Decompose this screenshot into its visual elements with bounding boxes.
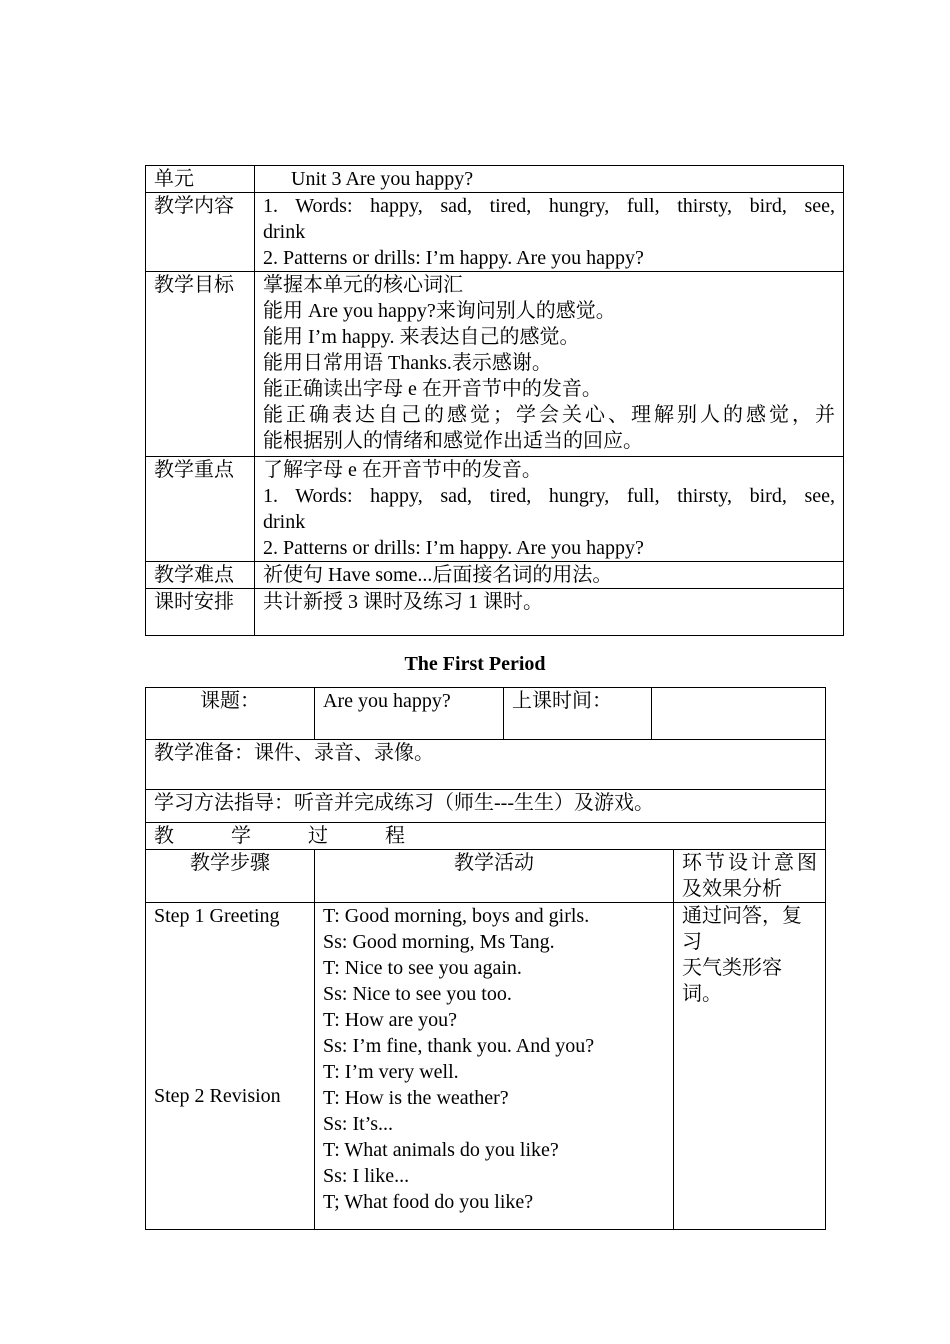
prep-text: 教学准备：课件、录音、录像。	[146, 740, 826, 790]
content-label: 教学内容	[146, 193, 255, 272]
hours-value: 共计新授 3 课时及练习 1 课时。	[255, 589, 844, 636]
goal-row	[146, 272, 844, 457]
col-design-header	[674, 850, 826, 903]
focus-label: 教学重点	[146, 457, 255, 562]
difficulty-label: 教学难点	[146, 562, 255, 589]
step-revision: Step 2 Revision	[154, 1085, 281, 1107]
time-label: 上课时间：	[504, 688, 652, 740]
activity-line: T: How are you?	[323, 1009, 457, 1031]
activity-line: Ss: Nice to see you too.	[323, 983, 512, 1005]
method-text: 学习方法指导：听音并完成练习（师生---生生）及游戏。	[146, 790, 826, 823]
process-heading: 教 学 过 程	[146, 823, 826, 850]
goal-cell	[255, 272, 844, 457]
unit-row	[146, 166, 844, 193]
content-line: drink	[263, 221, 306, 243]
goal-line: 能用日常用语 Thanks.表示感谢。	[263, 352, 552, 374]
activity-line: T: How is the weather?	[323, 1087, 509, 1109]
activity-line: Ss: I like...	[323, 1165, 410, 1187]
topic-label: 课题：	[146, 688, 315, 740]
activities-cell	[315, 903, 674, 1230]
goal-line: 能根据别人的情绪和感觉作出适当的回应。	[263, 430, 643, 452]
time-value	[652, 688, 826, 740]
lesson-plan-table	[145, 687, 826, 1230]
goal-line: 能正确表达自己的感觉；学会关心、理解别人的感觉，并	[263, 404, 835, 426]
activity-line: T: Nice to see you again.	[323, 957, 522, 979]
unit-value: Unit 3 Are you happy?	[255, 166, 844, 193]
method-row	[146, 790, 826, 823]
steps-cell	[146, 903, 315, 1230]
content-cell	[255, 193, 844, 272]
goal-line: 能正确读出字母 e 在开音节中的发音。	[263, 378, 602, 400]
column-header-row	[146, 850, 826, 903]
goal-line: 能用 I’m happy. 来表达自己的感觉。	[263, 326, 580, 348]
activity-line: Ss: I’m fine, thank you. And you?	[323, 1035, 595, 1057]
unit-label: 单元	[146, 166, 255, 193]
activity-line: T: Good morning, boys and girls.	[323, 905, 590, 927]
focus-line: drink	[263, 511, 306, 533]
col-steps-header: 教学步骤	[146, 850, 315, 903]
step-greeting: Step 1 Greeting	[154, 905, 280, 927]
content-row	[146, 193, 844, 272]
topic-row	[146, 688, 826, 740]
period-title: The First Period	[404, 653, 546, 675]
goal-line: 掌握本单元的核心词汇	[263, 274, 463, 296]
activity-line: Ss: Good morning, Ms Tang.	[323, 931, 555, 953]
activity-line: T: I’m very well.	[323, 1061, 459, 1083]
activity-line: T: What animals do you like?	[323, 1139, 559, 1161]
activity-line: T; What food do you like?	[323, 1191, 534, 1213]
process-row	[146, 823, 826, 850]
hours-row	[146, 589, 844, 636]
prep-row	[146, 740, 826, 790]
difficulty-row	[146, 562, 844, 589]
difficulty-value: 祈使句 Have some...后面接名词的用法。	[255, 562, 844, 589]
content-line: 2. Patterns or drills: I’m happy. Are you happy?	[263, 247, 644, 269]
hours-label: 课时安排	[146, 589, 255, 636]
focus-cell	[255, 457, 844, 562]
focus-row	[146, 457, 844, 562]
design-note-line: 天气类形容词。	[682, 957, 782, 1005]
focus-line: 了解字母 e 在开音节中的发音。	[263, 459, 542, 481]
activity-line: Ss: It’s...	[323, 1113, 394, 1135]
goal-label: 教学目标	[146, 272, 255, 457]
unit-overview-table	[145, 165, 844, 636]
design-notes-cell	[674, 903, 826, 1230]
topic-value: Are you happy?	[315, 688, 504, 740]
col-activities-header: 教学活动	[315, 850, 674, 903]
focus-line: 2. Patterns or drills: I’m happy. Are you happy?	[263, 537, 644, 559]
design-note-line: 通过问答，复习	[682, 905, 802, 953]
col-design-line: 及效果分析	[682, 878, 782, 900]
col-design-line: 环节设计意图	[682, 852, 817, 874]
process-body-row	[146, 903, 826, 1230]
content-line: 1. Words: happy, sad, tired, hungry, full, thirsty, bird, see,	[263, 195, 835, 217]
focus-line: 1. Words: happy, sad, tired, hungry, full, thirsty, bird, see,	[263, 485, 835, 507]
goal-line: 能用 Are you happy?来询问别人的感觉。	[263, 300, 616, 322]
